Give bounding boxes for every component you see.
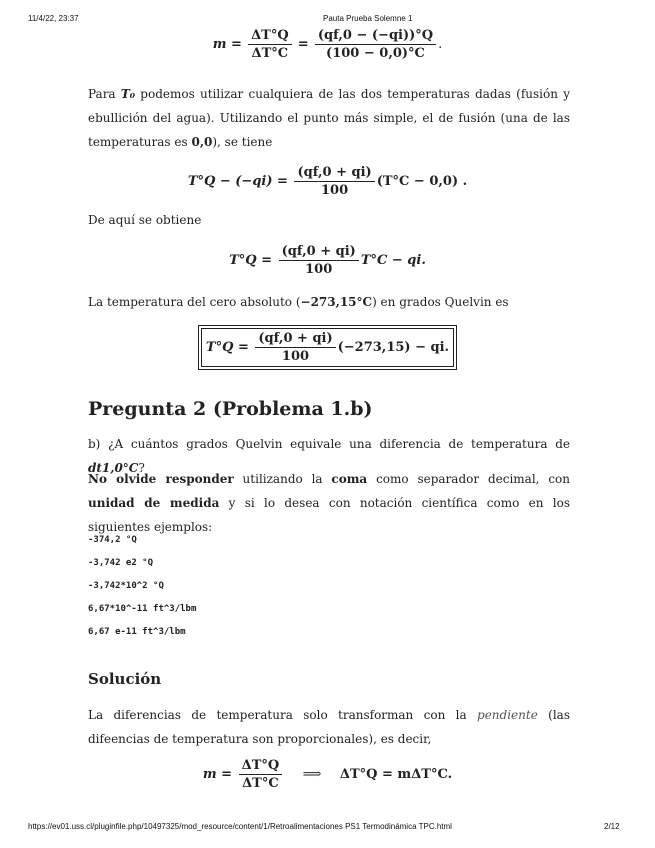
eq1-den2: (100 − 0,0)°C [326,46,425,61]
eq2-den: 100 [321,183,349,198]
example-4: 6,67*10^-11 ft^3/lbm [88,604,197,614]
q2-text-p1: b) ¿A cuántos grados Quelvin equivale una diferencia de temperatura de [88,437,570,451]
eq2-num: (qf,0 + qi) [294,165,374,182]
eq3-rhs: T°C − qi. [360,253,426,268]
example-3: -3,742*10^2 °Q [88,581,164,591]
note-b1: No olvide responder [88,472,234,486]
para3-p2: ) en grados Quelvin es [372,295,509,309]
implies-arrow: ⟹ [302,767,322,782]
eq4-lhs: T°Q = [205,340,249,355]
paragraph-absolute-zero [88,290,570,314]
eq3-lhs: T°Q = [229,253,273,268]
eq2-lhs: T°Q − (−qi) = [187,174,288,189]
eq1-frac1 [248,28,292,61]
eq5-num: ΔT°Q [239,758,283,775]
answer-format-note [88,467,570,539]
eq4-frac [255,331,335,364]
para1-p2: podemos utilizar cualquiera de las dos temperaturas dadas (fusión y ebullición del agua). Utilizando el punto más simple, el de fusión (una de las temperaturas es [88,87,570,149]
note-t1: utilizando la [233,472,332,486]
note-t3: y si lo desea con notación científica como en los siguientes ejemplos: [88,496,570,534]
eq5-lhs: m = [202,767,233,782]
paragraph-t0 [88,82,570,154]
eq3-num: (qf,0 + qi) [279,244,359,261]
sol-em: pendiente [477,708,538,722]
example-1: -374,2 °Q [88,535,137,545]
para1-val: 0,0 [191,135,213,149]
eq5-frac [239,758,283,791]
eq5-rhs: ΔT°Q = mΔT°C. [339,767,453,782]
print-title: Pauta Prueba Solemne 1 [323,14,413,23]
example-2: -3,742 e2 °Q [88,558,154,568]
para1-p1: Para [88,87,121,101]
print-page-number: 2/12 [604,822,620,831]
sol-p1: La diferencias de temperatura solo transforman con la [88,708,478,722]
note-t2: como separador decimal, con [367,472,570,486]
equation-slope [0,28,655,61]
q2-text-p2: ? [138,461,145,475]
solution-text [88,703,570,751]
sol-p2: (las difeencias de temperatura son proporcionales), es decir, [88,708,570,746]
eq1-den1: ΔT°C [251,46,289,61]
paragraph-de-aqui: De aquí se obtiene [88,213,202,227]
para1-p3: ), se tiene [212,135,273,149]
eq3-den: 100 [305,262,333,277]
equation-difference [0,758,655,791]
note-b3: unidad de medida [88,496,220,510]
eq1-num1: ΔT°Q [248,28,292,45]
eq5-den: ΔT°C [242,776,279,791]
eq1-equals: = [297,37,309,52]
eq3-frac [279,244,359,277]
solution-heading: Solución [88,670,162,688]
print-url: https://ev01.uss.cl/pluginfile.php/10497325/mod_resource/content/1/Retroalimentaciones PS1 Termodinámica TPC.html [28,822,452,831]
equation-conversion [0,244,655,277]
para3-val: −273,15°C [300,295,373,309]
equation-fusion [0,165,655,198]
eq1-lhs: m = [212,37,242,52]
question-2-heading: Pregunta 2 (Problema 1.b) [88,398,373,420]
eq1-frac2 [315,28,436,61]
example-5: 6,67 e-11 ft^3/lbm [88,627,186,637]
q2-text-val: dt1,0°C [88,461,139,475]
print-datetime: 11/4/22, 23:37 [28,14,79,23]
eq1-end: . [438,37,443,52]
eq4-den: 100 [281,349,310,364]
eq2-frac [294,165,374,198]
para1-t0: T₀ [120,87,136,101]
eq2-rhs: (T°C − 0,0) . [376,174,468,189]
eq4-num: (qf,0 + qi) [255,331,335,348]
para3-p1: La temperatura del cero absoluto ( [88,295,301,309]
eq4-rhs: (−273,15) − qi. [337,340,450,355]
note-b2: coma [331,472,368,486]
equation-boxed-result [0,328,655,367]
result-box [201,328,454,367]
eq1-num2: (qf,0 − (−qi))°Q [315,28,436,45]
